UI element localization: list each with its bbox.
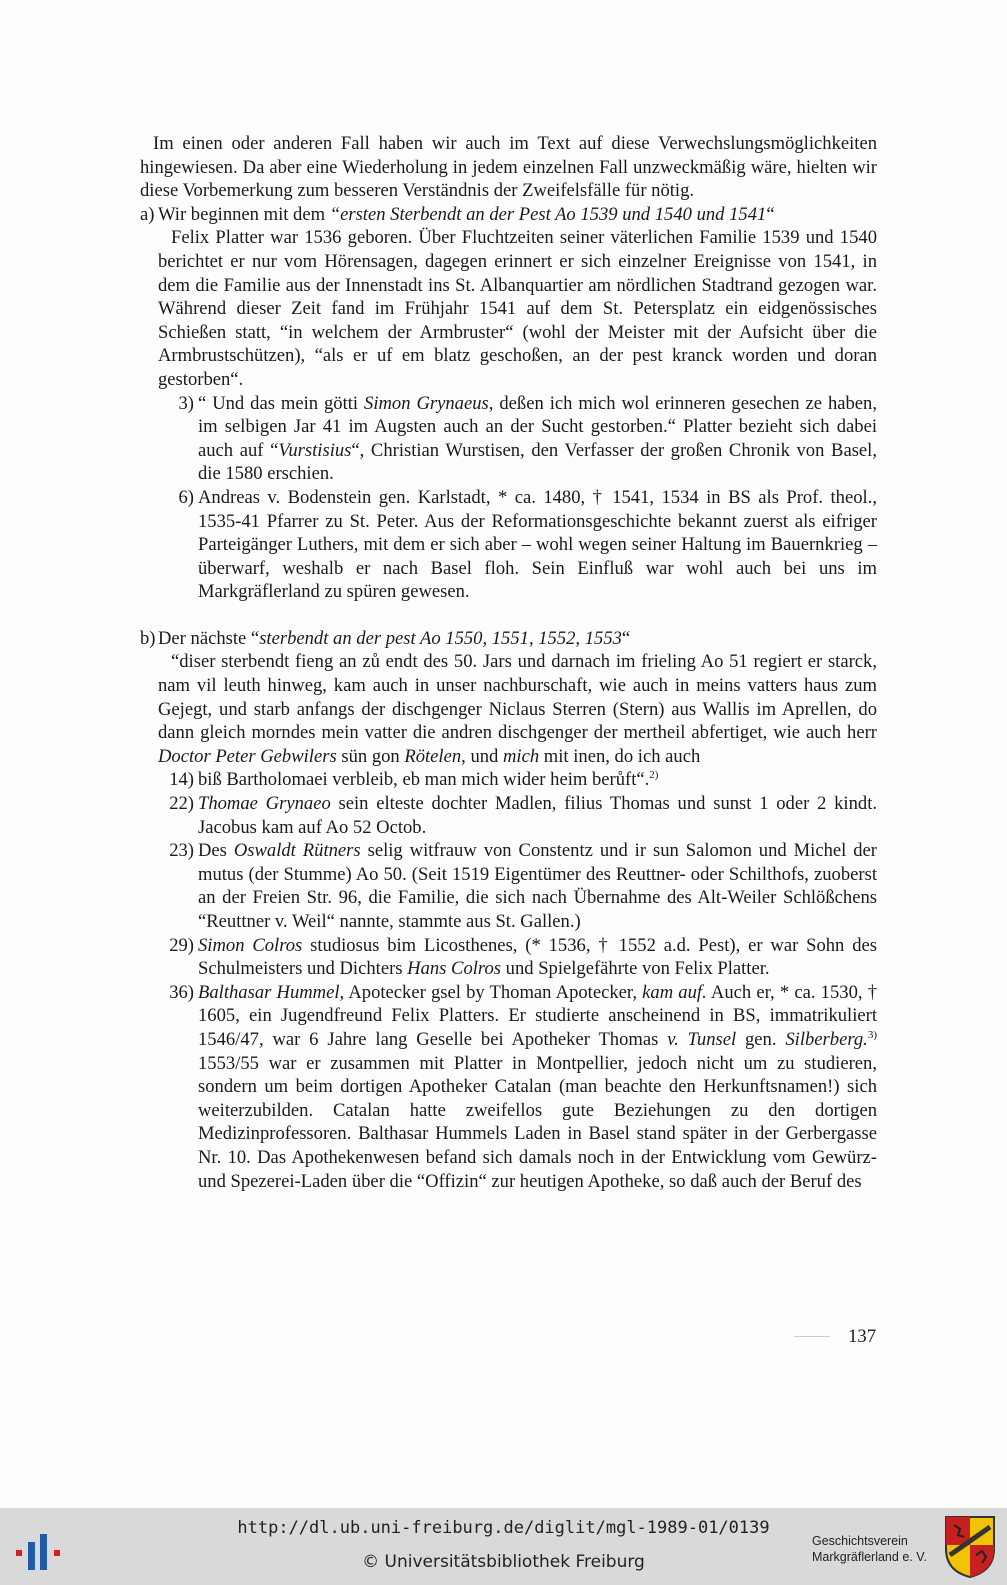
- footnote-number: 6): [178, 486, 194, 508]
- footnote-text: Des Oswaldt Rütners selig witfrauw von Constentz und ir sun Salomon und Michel der mutus (der Stumme) Ao 50. (Seit 1519 Eigentümer des Reuttner- oder Schilthofs, zuoberst an der Freien Str. 96, die Familie, die sich nach Übernahme des Alt-Weiler Schlößchens “Reuttner v. Weil“ nannte, stammte aus St. Gallen.): [198, 840, 877, 932]
- publisher-line-1: Geschichtsverein: [812, 1534, 908, 1548]
- publisher-line-2: Markgräflerland e. V.: [812, 1550, 927, 1564]
- section-b-heading: Der nächste “sterbendt an der pest Ao 1550, 1551, 1552, 1553“: [158, 627, 631, 649]
- footnote-14: [140, 768, 877, 792]
- footnote-number: 14): [169, 769, 194, 791]
- section-a: [140, 203, 877, 392]
- footnote-text: “ Und das mein götti Simon Grynaeus, deßen ich mich wol erinneren gesechen ze haben, im selbigen Jar 41 im Augsten auch an der Sucht gestorben.“ Platter bezieht sich dabei auch auf “Vurstisius“, Christian Wurstisen, den Verfasser der großen Chronik von Basel, die 1580 erschien.: [198, 392, 877, 485]
- footnote-number: 3): [178, 392, 194, 414]
- footnote-text: Andreas v. Bodenstein gen. Karlstadt, * ca. 1480, † 1541, 1534 in BS als Prof. theol., 1535-41 Pfarrer zu St. Peter. Aus der Reformationsgeschichte bekannt zuerst als eifriger Parteigänger Luthers, mit dem er sich aber – wohl wegen seiner Haltung im Bauernkrieg – überwarf, weshalb er nach Basel floh. Sein Einfluß war wohl auch bei uns im Markgräflerland zu spüren gewesen.: [198, 486, 877, 603]
- document-url-link[interactable]: http://dl.ub.uni-freiburg.de/diglit/mgl-1989-01/0139: [237, 1518, 770, 1538]
- footnote-text: biß Bartholomaei verbleib, eb man mich wider heim berůft“.$^{2)}$: [198, 769, 659, 791]
- page-body: [140, 132, 877, 1193]
- page-number: 137: [800, 1326, 876, 1348]
- section-b-title: sterbendt an der pest Ao 1550, 1551, 1552, 1553: [259, 627, 622, 649]
- section-a-heading: Wir beginnen mit dem “ersten Sterbendt an der Pest Ao 1539 und 1540 und 1541“: [158, 203, 775, 225]
- section-a-label: a): [140, 203, 155, 225]
- footnote-number: 23): [169, 840, 194, 862]
- footnote-6: [140, 486, 877, 604]
- footnote-number: 36): [169, 981, 194, 1003]
- intro-paragraph: Im einen oder anderen Fall haben wir auch im Text auf diese Verwechslungsmöglichkeiten hingewiesen. Da aber eine Wiederholung in jedem einzelnen Fall unzweckmäßig wäre, hielten wir diese Vorbemerkung zum besseren Verständnis der Zweifelsfälle für nötig.: [140, 133, 877, 202]
- section-b-label: b): [140, 627, 156, 649]
- coat-of-arms-icon: [944, 1515, 996, 1579]
- footnote-3: [140, 392, 877, 486]
- copyright-text: © Universitätsbibliothek Freiburg: [362, 1552, 645, 1572]
- footnote-number: 22): [169, 793, 194, 815]
- footnote-text: Balthasar Hummel, Apotecker gsel by Thoman Apotecker, kam auf. Auch er, * ca. 1530, † 1605, ein Jugendfreund Felix Platters. Er studierte anscheinend in BS, immatrikuliert 1546/47, war 6 Jahre lang Geselle bei Apotheker Thomas v. Tunsel gen. Silberberg.$^{3)}$ 1553/55 war er zusammen mit Platter in Montpellier, jedoch nicht um zu studieren, sondern um beim dortigen Apotheker Catalan (man beachte den Herkunftsnamen!) sich weiterzubilden. Catalan hatte zweifellos gute Beziehungen zu den dortigen Medizinprofessoren. Balthasar Hummels Laden in Basel stand später in der Gerbergasse Nr. 10. Das Apothekenwesen befand sich damals noch in der Entwicklung vom Gewürz- und Spezerei-Laden über die “Offizin“ zur heutigen Apotheke, so daß auch der Beruf des: [198, 981, 878, 1192]
- footnote-text: Thomae Grynaeo sein elteste dochter Madlen, filius Thomas und sunst 1 oder 2 kindt. Jacobus kam auf Ao 52 Octob.: [198, 793, 878, 838]
- footnote-text: Simon Colros studiosus bim Licosthenes, (* 1536, † 1552 a.d. Pest), er war Sohn des Schulmeisters und Dichters Hans Colros und Spielgefährte von Felix Platter.: [198, 934, 877, 980]
- section-b-quote: “diser sterbendt fieng an zů endt des 50. Jars und darnach im frieling Ao 51 regiert er starck, nam vil leuth hinweg, kam auch in unser nachburschaft, wie auch in meins vatters haus zum Gejegt, und starb anfangs der dischgenger Niclaus Sterren (Stern) aus Wallis im Aprellen, do dann gleich morndes mein vatter die andren dischgenger der mertheil abfertiget, wie auch herr Doctor Peter Gebwilers sün gon Rötelen, und mich mit inen, do ich auch: [158, 651, 877, 767]
- footnote-29: [140, 934, 877, 981]
- viewer-footer: [0, 1508, 1007, 1585]
- footnote-36: [140, 981, 877, 1193]
- footnote-23: [140, 839, 877, 933]
- footnote-22: [140, 792, 877, 839]
- footnote-number: 29): [169, 934, 194, 956]
- section-b: [140, 627, 877, 769]
- section-a-paragraph: Felix Platter war 1536 geboren. Über Fluchtzeiten seiner väterlichen Familie 1539 und 1540 berichtet er nur vom Hörensagen, dagegen erinnert er sich einzelner Ereignisse von 1541, in dem die Familie aus der Innenstadt ins St. Albanquartier am nördlichen Stadtrand gezogen war. Während dieser Zeit fand im Frühjahr 1541 auf dem St. Petersplatz ein eidgenössisches Schießen statt, “in welchem der Armbruster“ (wohl der Meister mit der Aufsicht über die Armbrustschützen), “als er uf em blatz geschoßen, an der pest kranck worden und doran gestorben“.: [158, 227, 877, 390]
- publisher-name: [812, 1533, 932, 1565]
- section-a-title: “ersten Sterbendt an der Pest Ao 1539 und 1540 und 1541: [329, 203, 767, 225]
